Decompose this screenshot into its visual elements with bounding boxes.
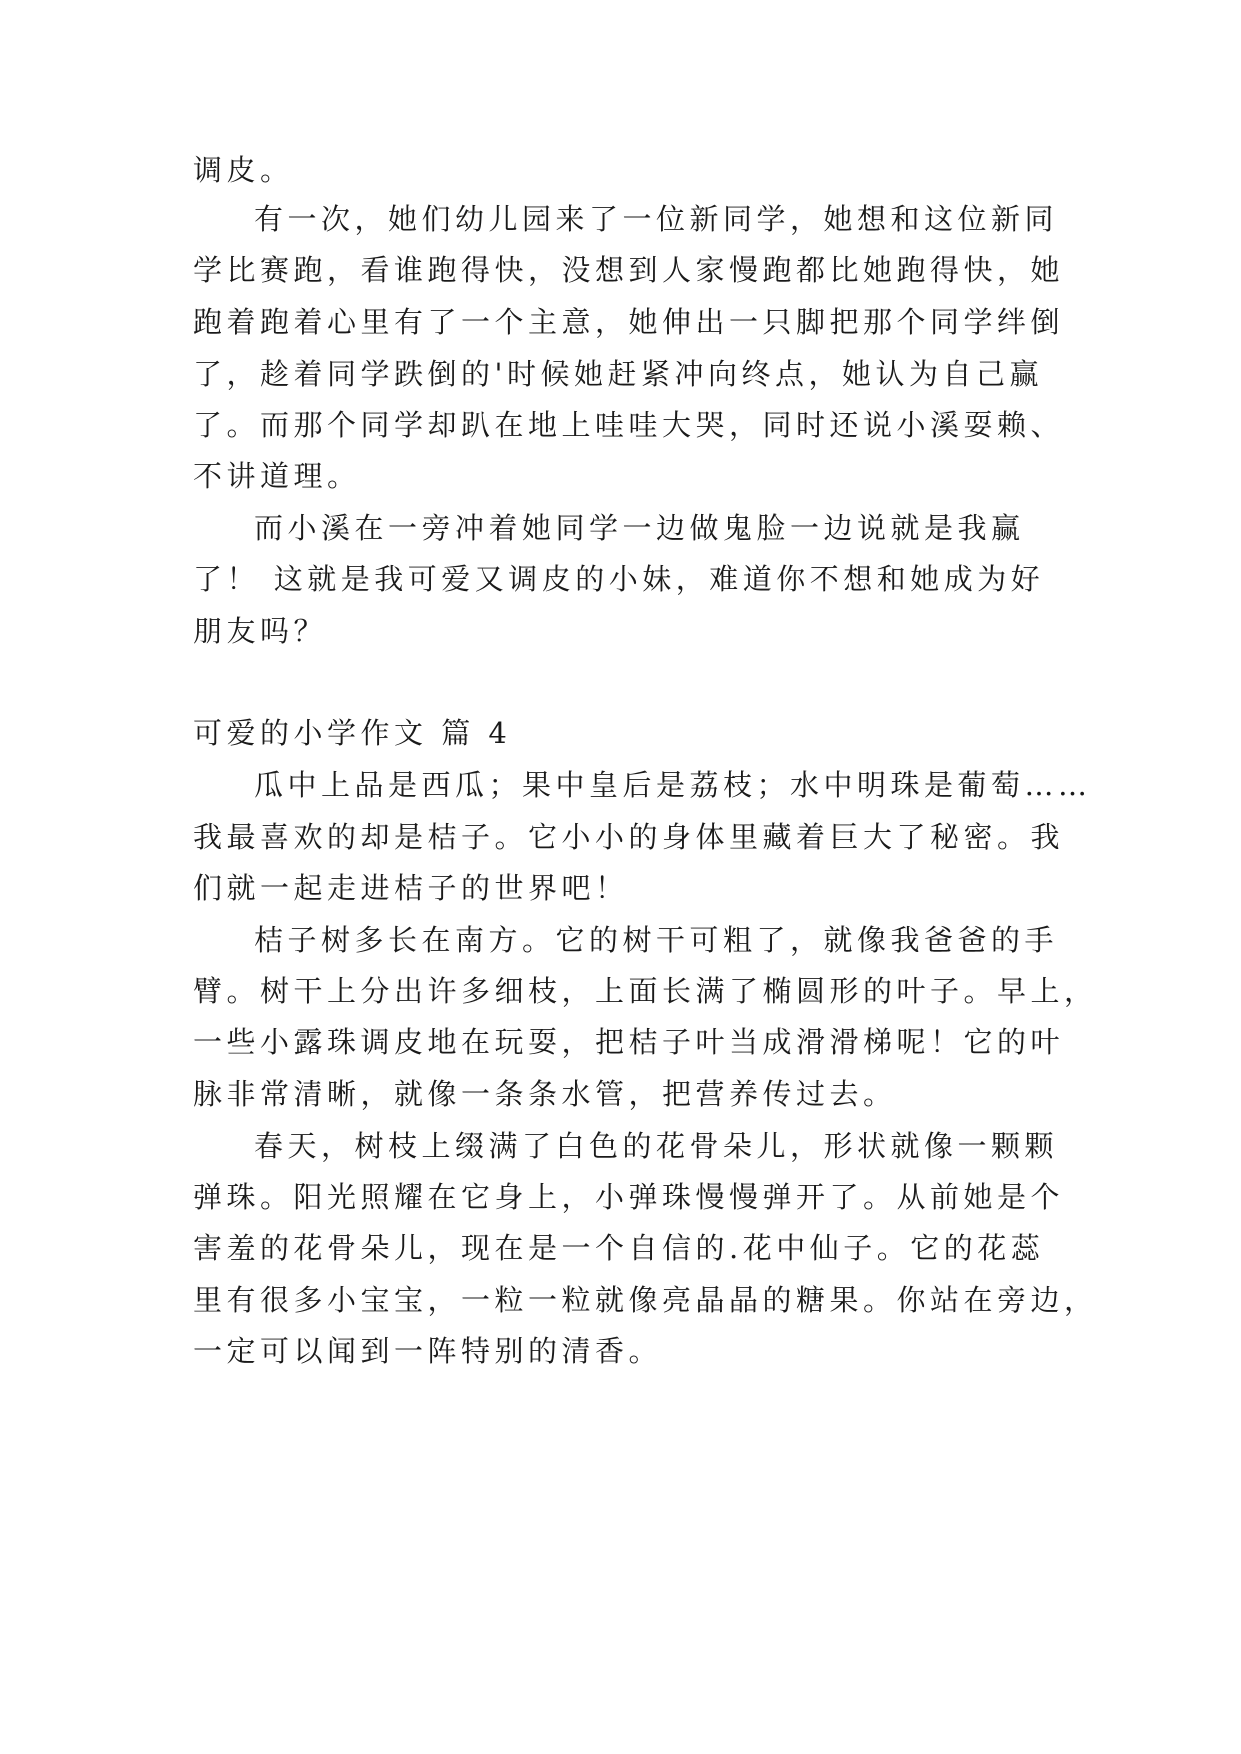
- text-line: 脉非常清晰，就像一条条水管，把营养传过去。: [193, 1077, 897, 1111]
- text-line: 了，趁着同学跌倒的'时候她赶紧冲向终点，她认为自己赢: [193, 357, 1043, 391]
- section-heading: 可爱的小学作文 篇 4: [193, 716, 512, 750]
- text-line: 了。而那个同学却趴在地上哇哇大哭，同时还说小溪耍赖、: [193, 408, 1065, 442]
- text-line: 臂。树干上分出许多细枝，上面长满了椭圆形的叶子。早上，: [193, 974, 1098, 1008]
- text-line: 我最喜欢的却是桔子。它小小的身体里藏着巨大了秘密。我: [193, 820, 1065, 854]
- text-line: 跑着跑着心里有了一个主意，她伸出一只脚把那个同学绊倒: [193, 305, 1065, 339]
- text-line: 一些小露珠调皮地在玩耍，把桔子叶当成滑滑梯呢！它的叶: [193, 1025, 1065, 1059]
- text-line: 弹珠。阳光照耀在它身上，小弹珠慢慢弹开了。从前她是个: [193, 1180, 1065, 1214]
- text-line: 朋友吗？: [193, 614, 328, 648]
- text-line: 一定可以闻到一阵特别的清香。: [193, 1334, 663, 1368]
- text-line: 调皮。: [193, 153, 294, 187]
- paragraph-start: 有一次，她们幼儿园来了一位新同学，她想和这位新同: [254, 202, 1059, 236]
- paragraph-start: 而小溪在一旁冲着她同学一边做鬼脸一边说就是我赢: [254, 511, 1025, 545]
- text-line: 害羞的花骨朵儿，现在是一个自信的.花中仙子。它的花蕊: [193, 1231, 1045, 1265]
- paragraph-start: 桔子树多长在南方。它的树干可粗了，就像我爸爸的手: [254, 923, 1059, 957]
- text-line: 里有很多小宝宝，一粒一粒就像亮晶晶的糖果。你站在旁边，: [193, 1283, 1098, 1317]
- text-line: 了！ 这就是我可爱又调皮的小妹，难道你不想和她成为好: [193, 562, 1045, 596]
- text-line: 学比赛跑，看谁跑得快，没想到人家慢跑都比她跑得快，她: [193, 253, 1065, 287]
- text-line: 不讲道理。: [193, 459, 361, 493]
- paragraph-start: 瓜中上品是西瓜；果中皇后是荔枝；水中明珠是葡萄……: [254, 768, 1092, 802]
- paragraph-start: 春天，树枝上缀满了白色的花骨朵儿，形状就像一颗颗: [254, 1129, 1059, 1163]
- text-line: 们就一起走进桔子的世界吧！: [193, 871, 629, 905]
